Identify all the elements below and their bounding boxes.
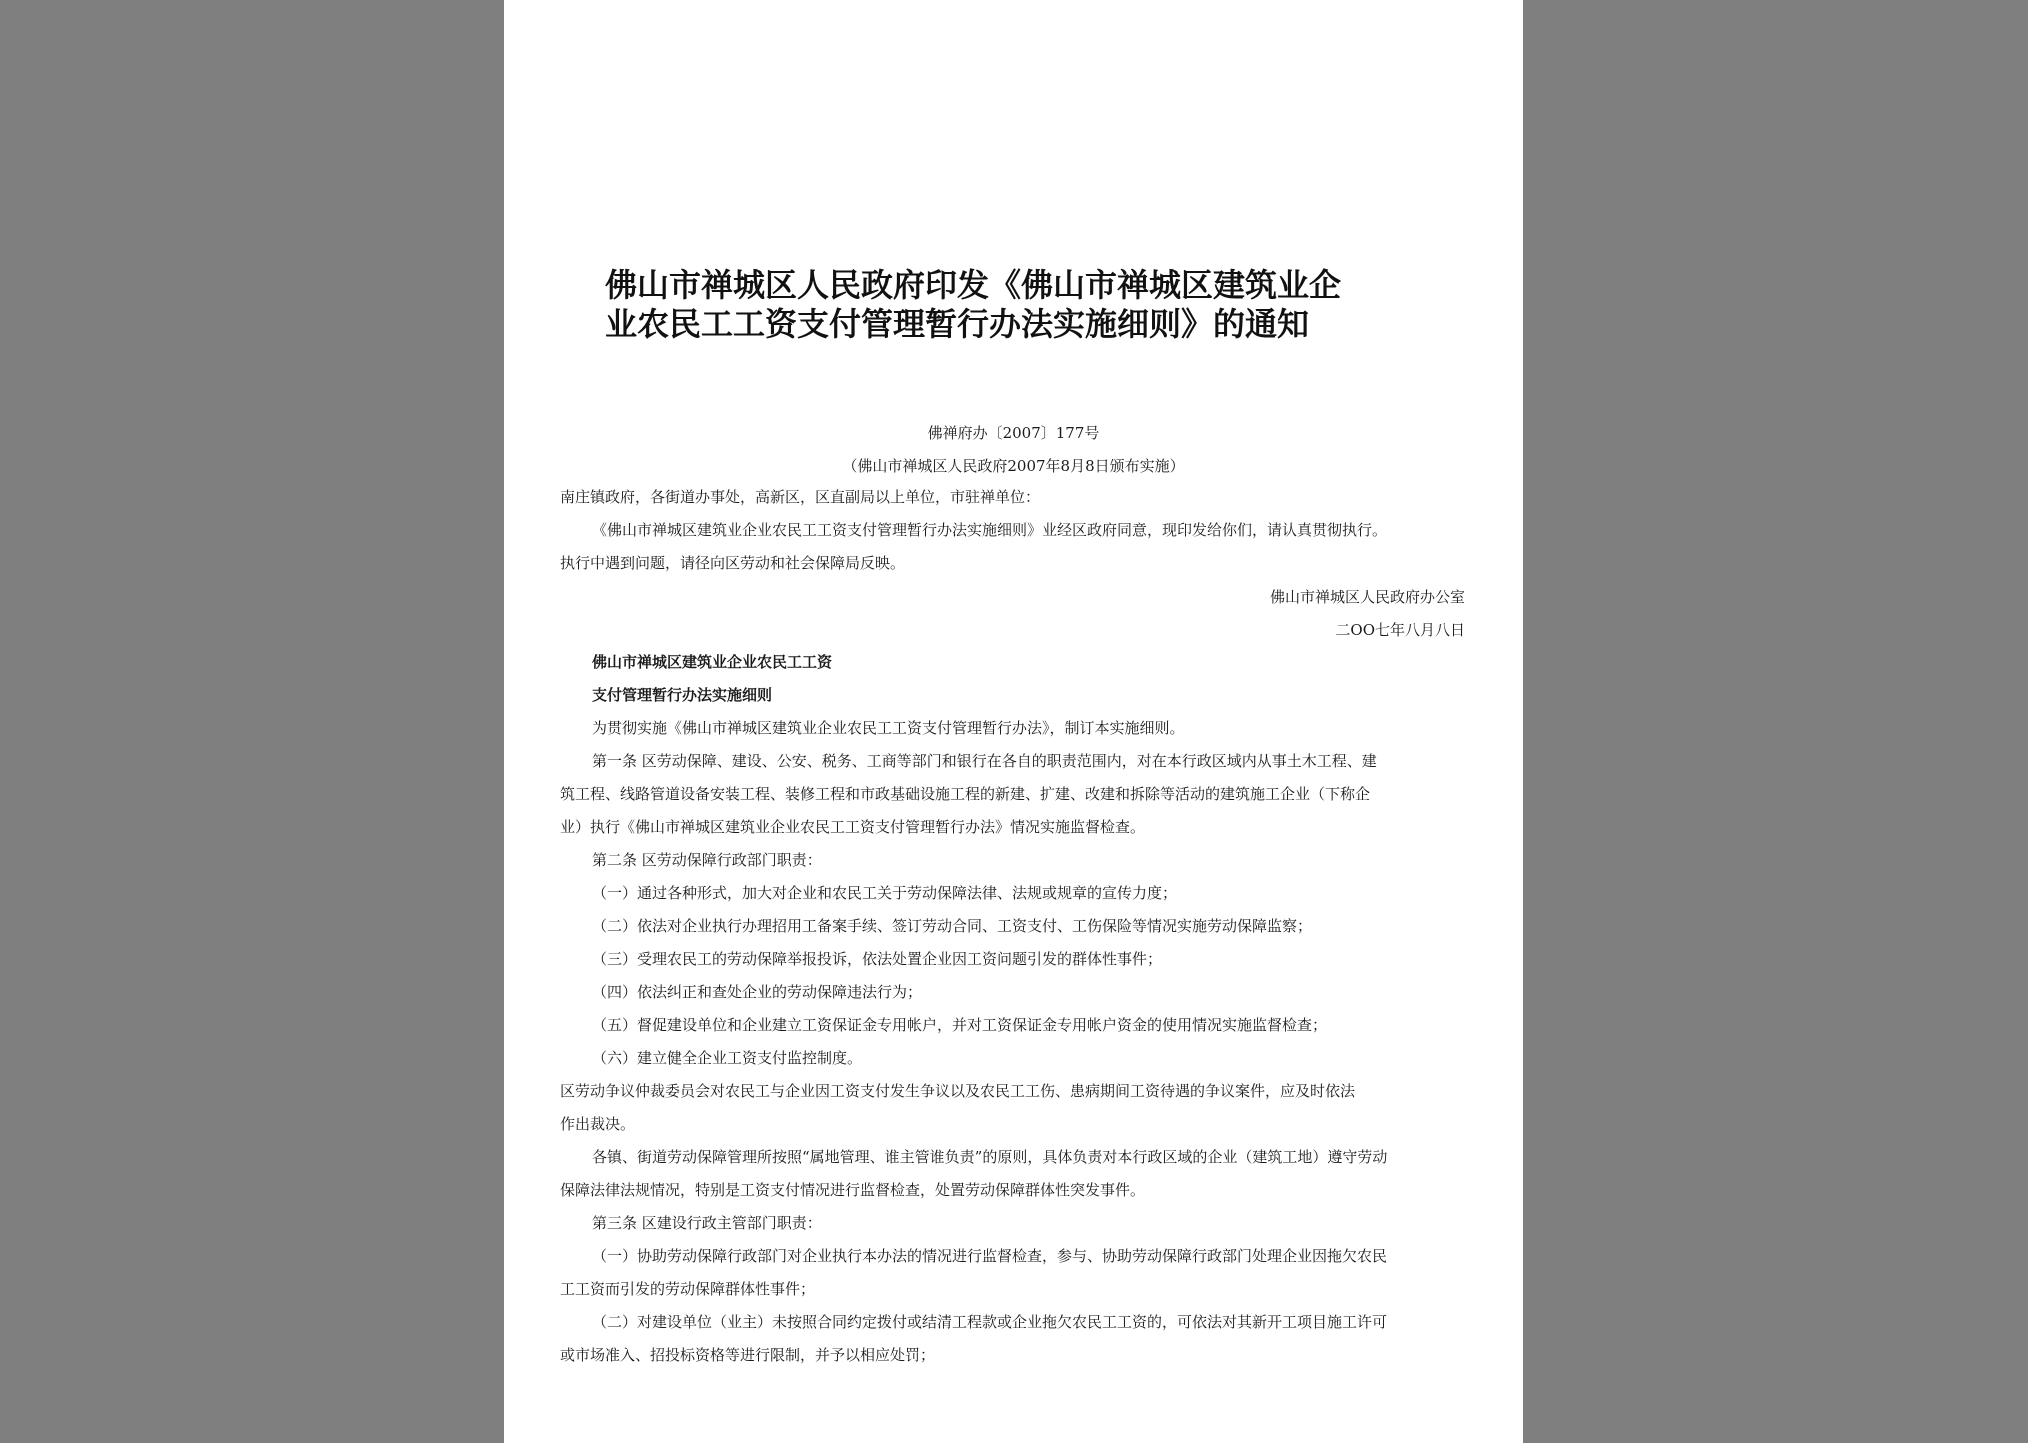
issue-note: （佛山市禅城区人民政府2007年8月8日颁布实施） (842, 457, 1185, 475)
paragraph-line: 第一条 区劳动保障、建设、公安、税务、工商等部门和银行在各自的职责范围内，对在本行政区域内从事土木工程、建 (592, 752, 1377, 770)
paragraph-line: （三）受理农民工的劳动保障举报投诉，依法处置企业因工资问题引发的群体性事件； (592, 950, 1163, 968)
title-line-1: 佛山市禅城区人民政府印发《佛山市禅城区建筑业企 (605, 266, 1342, 304)
signature-date: 二OO七年八月八日 (1335, 621, 1465, 639)
paragraph-line: 或市场准入、招投标资格等进行限制，并予以相应处罚； (560, 1346, 936, 1364)
paragraph-line: 第三条 区建设行政主管部门职责： (592, 1214, 822, 1232)
notice-body-1: 《佛山市禅城区建筑业企业农民工工资支付管理暂行办法实施细则》业经区政府同意，现印发给你们，请认真贯彻执行。 (592, 521, 1388, 539)
addressee: 南庄镇政府，各街道办事处，高新区，区直副局以上单位，市驻禅单位： (560, 488, 1041, 506)
document-title (605, 266, 1465, 344)
paragraph-line: 第二条 区劳动保障行政部门职责： (592, 851, 822, 869)
notice-body-2: 执行中遇到问题，请径向区劳动和社会保障局反映。 (560, 554, 906, 572)
document-number: 佛禅府办〔2007〕177号 (927, 424, 1100, 442)
paragraph-line: （一）协助劳动保障行政部门对企业执行本办法的情况进行监督检查，参与、协助劳动保障行政部门处理企业因拖欠农民 (592, 1247, 1388, 1265)
paragraph-line: （五）督促建设单位和企业建立工资保证金专用帐户，并对工资保证金专用帐户资金的使用情况实施监督检查； (592, 1016, 1328, 1034)
document-page (504, 0, 1523, 1443)
paragraph-line: 各镇、街道劳动保障管理所按照“属地管理、谁主管谁负责”的原则，具体负责对本行政区域的企业（建筑工地）遵守劳动 (592, 1148, 1388, 1166)
paragraph-line: （四）依法纠正和查处企业的劳动保障违法行为； (592, 983, 923, 1001)
section-title-2: 支付管理暂行办法实施细则 (592, 686, 773, 704)
paragraph-line: 工工资而引发的劳动保障群体性事件； (560, 1280, 816, 1298)
paragraph-line: （二）对建设单位（业主）未按照合同约定拨付或结清工程款或企业拖欠农民工工资的，可依法对其新开工项目施工许可 (592, 1313, 1388, 1331)
paragraph-line: 为贯彻实施《佛山市禅城区建筑业企业农民工工资支付管理暂行办法》，制订本实施细则。 (592, 719, 1185, 737)
signature-org: 佛山市禅城区人民政府办公室 (1269, 588, 1465, 606)
paragraph-line: 筑工程、线路管道设备安装工程、装修工程和市政基础设施工程的新建、扩建、改建和拆除等活动的建筑施工企业（下称企 (560, 785, 1371, 803)
title-line-2: 业农民工工资支付管理暂行办法实施细则》的通知 (605, 305, 1310, 343)
paragraph-line: 区劳动争议仲裁委员会对农民工与企业因工资支付发生争议以及农民工工伤、患病期间工资待遇的争议案件，应及时依法 (560, 1082, 1356, 1100)
section-title-1: 佛山市禅城区建筑业企业农民工工资 (592, 653, 833, 671)
paragraph-line: （六）建立健全企业工资支付监控制度。 (592, 1049, 863, 1067)
paragraph-line: （一）通过各种形式，加大对企业和农民工关于劳动保障法律、法规或规章的宣传力度； (592, 884, 1178, 902)
paragraph-line: （二）依法对企业执行办理招用工备案手续、签订劳动合同、工资支付、工伤保险等情况实施劳动保障监察； (592, 917, 1313, 935)
paragraph-line: 保障法律法规情况，特别是工资支付情况进行监督检查，处置劳动保障群体性突发事件。 (560, 1181, 1146, 1199)
paragraph-line: 业）执行《佛山市禅城区建筑业企业农民工工资支付管理暂行办法》情况实施监督检查。 (560, 818, 1146, 836)
paragraph-line: 作出裁决。 (560, 1115, 636, 1133)
